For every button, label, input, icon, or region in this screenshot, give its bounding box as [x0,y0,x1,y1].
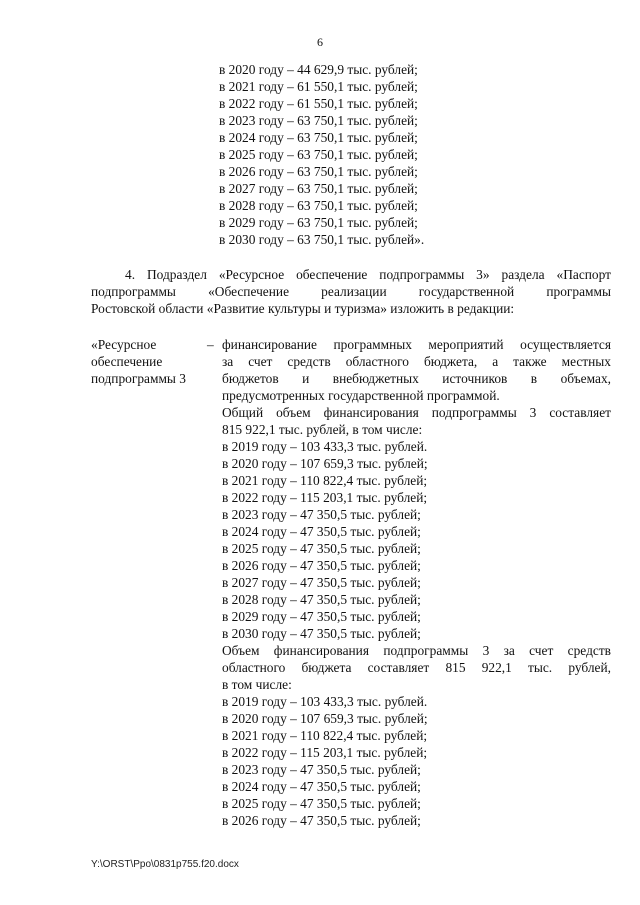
page-number: 6 [317,35,323,49]
list-item: в 2025 году – 63 750,1 тыс. рублей; [219,147,418,162]
regional-year-item: в 2019 году – 103 433,3 тыс. рублей. [222,694,428,709]
footer-file-path: Y:\ORST\Ppo\0831p755.f20.docx [91,859,239,870]
list-item: в 2024 году – 63 750,1 тыс. рублей; [219,130,418,145]
list-item: в 2021 году – 61 550,1 тыс. рублей; [219,79,418,94]
total-year-item: в 2030 году – 47 350,5 тыс. рублей; [222,626,421,641]
regional-line: областного бюджета составляет 815 922,1 тыс. рублей, [222,660,611,675]
total-line: Общий объем финансирования подпрограммы 3 составляет [222,405,611,420]
total-year-item: в 2028 году – 47 350,5 тыс. рублей; [222,592,421,607]
total-year-item: в 2026 году – 47 350,5 тыс. рублей; [222,558,421,573]
total-year-item: в 2021 году – 110 822,4 тыс. рублей; [222,473,428,488]
total-year-item: в 2019 году – 103 433,3 тыс. рублей. [222,439,428,454]
resource-provision-content [222,336,611,829]
intro-line: финансирование программных мероприятий осуществляется [222,337,611,352]
regional-line: Объем финансирования подпрограммы 3 за счет средств [222,643,611,658]
total-year-item: в 2024 году – 47 350,5 тыс. рублей; [222,524,421,539]
list-item: в 2023 году – 63 750,1 тыс. рублей; [219,113,418,128]
list-item: в 2026 году – 63 750,1 тыс. рублей; [219,164,418,179]
regional-year-item: в 2022 году – 115 203,1 тыс. рублей; [222,745,428,760]
section-4-paragraph [91,266,611,317]
paragraph-line: Ростовской области «Развитие культуры и туризма» изложить в редакции: [91,301,515,316]
total-year-item: в 2029 году – 47 350,5 тыс. рублей; [222,609,421,624]
regional-year-item: в 2021 году – 110 822,4 тыс. рублей; [222,728,428,743]
total-line: 815 922,1 тыс. рублей, в том числе: [222,422,423,437]
paragraph-line: подпрограммы «Обеспечение реализации государственной программы [91,284,611,299]
regional-year-item: в 2023 году – 47 350,5 тыс. рублей; [222,762,421,777]
intro-line: бюджетов и внебюджетных источников в объемах, [222,371,611,386]
regional-year-item: в 2026 году – 47 350,5 тыс. рублей; [222,813,421,828]
list-item: в 2027 году – 63 750,1 тыс. рублей; [219,181,418,196]
total-year-item: в 2022 году – 115 203,1 тыс. рублей; [222,490,428,505]
total-year-item: в 2023 году – 47 350,5 тыс. рублей; [222,507,421,522]
resource-provision-label [91,336,209,387]
label-line: обеспечение [91,354,163,369]
total-year-item: в 2025 году – 47 350,5 тыс. рублей; [222,541,421,556]
label-dash: – [207,337,214,352]
paragraph-line: 4. Подраздел «Ресурсное обеспечение подпрограммы 3» раздела «Паспорт [125,267,611,282]
list-item: в 2029 году – 63 750,1 тыс. рублей; [219,215,418,230]
regional-year-item: в 2020 году – 107 659,3 тыс. рублей; [222,711,428,726]
list-item: в 2028 году – 63 750,1 тыс. рублей; [219,198,418,213]
list-item: в 2020 году – 44 629,9 тыс. рублей; [219,62,418,77]
regional-year-item: в 2025 году – 47 350,5 тыс. рублей; [222,796,421,811]
total-year-item: в 2020 году – 107 659,3 тыс. рублей; [222,456,428,471]
intro-line: за счет средств областного бюджета, а также местных [222,354,611,369]
list-item: в 2030 году – 63 750,1 тыс. рублей». [219,232,425,247]
intro-line: предусмотренных государственной программой. [222,388,500,403]
regional-line: в том числе: [222,677,292,692]
label-line: «Ресурсное [91,337,157,352]
funding-by-year-list-continued [219,61,424,248]
list-item: в 2022 году – 61 550,1 тыс. рублей; [219,96,418,111]
label-line: подпрограммы 3 [91,371,186,386]
regional-year-item: в 2024 году – 47 350,5 тыс. рублей; [222,779,421,794]
total-year-item: в 2027 году – 47 350,5 тыс. рублей; [222,575,421,590]
